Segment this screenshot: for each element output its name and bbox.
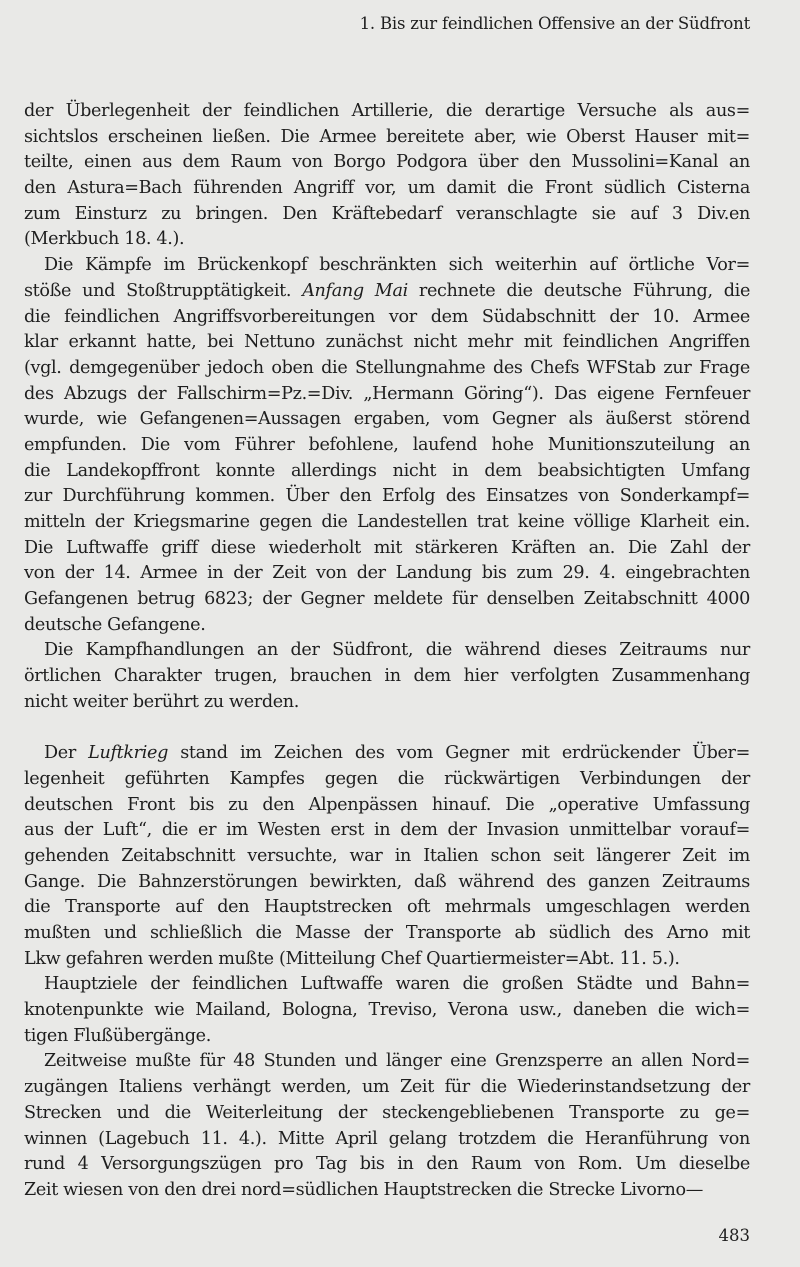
paragraph — [24, 253, 750, 638]
text-line: zum Einsturz zu bringen. Den Kräftebedarf veranschlagte sie auf 3 Div.en — [24, 203, 750, 224]
text-line: die feindlichen Angriffsvorbereitungen vor dem Südabschnitt der 10. Armee — [24, 306, 750, 327]
text-line: Die Kämpfe im Brückenkopf beschränkten sich weiterhin auf örtliche Vor= — [44, 255, 750, 276]
text-line: deutsche Gefangene. — [24, 614, 206, 635]
paragraph — [24, 638, 750, 715]
text-line: Die Kampfhandlungen an der Südfront, die während dieses Zeitraums nur — [44, 640, 750, 661]
text-line: die Transporte auf den Hauptstrecken oft mehrmals umgeschlagen werden — [24, 897, 750, 918]
paragraph — [24, 1049, 750, 1203]
text-line: örtlichen Charakter trugen, brauchen in dem hier verfolgten Zusammenhang — [24, 666, 750, 687]
text-line: mitteln der Kriegsmarine gegen die Landestellen trat keine völlige Klarheit ein. — [24, 512, 750, 532]
text-line: (Merkbuch 18. 4.). — [24, 229, 185, 250]
text-line: zugängen Italiens verhängt werden, um Zeit für die Wiederinstandsetzung der — [24, 1077, 750, 1098]
paragraph — [24, 99, 750, 253]
text-line: von der 14. Armee in der Zeit von der Landung bis zum 29. 4. eingebrachten — [24, 563, 750, 584]
text-line: Lkw gefahren werden mußte (Mitteilung Chef Quartiermeister=Abt. 11. 5.). — [24, 948, 680, 969]
text-line: die Landekopffront konnte allerdings nicht in dem beabsichtigten Umfang — [24, 460, 750, 481]
emphasis: Anfang Mai — [302, 280, 408, 301]
text-line: winnen (Lagebuch 11. 4.). Mitte April gelang trotzdem die Heranführung von — [24, 1128, 750, 1149]
body-text — [24, 99, 750, 1204]
running-header: 1. Bis zur feindlichen Offensive an der Südfront — [359, 14, 750, 33]
paragraph — [24, 972, 750, 1049]
text-line: wurde, wie Gefangenen=Aussagen ergaben, vom Gegner als äußerst störend — [24, 409, 750, 430]
text-line: Gange. Die Bahnzerstörungen bewirkten, daß während des ganzen Zeitraums — [24, 871, 750, 892]
page-number: 483 — [718, 1226, 750, 1245]
text-line: aus der Luft“, die er im Westen erst in dem der Invasion unmittelbar vorauf= — [24, 820, 750, 841]
text-line: deutschen Front bis zu den Alpenpässen hinauf. Die „operative Umfassung — [24, 794, 750, 815]
text-line: Die Luftwaffe griff diese wiederholt mit stärkeren Kräften an. Die Zahl der — [24, 537, 750, 558]
text-line: empfunden. Die vom Führer befohlene, laufend hohe Munitionszuteilung an — [24, 434, 750, 455]
text-line: sichtslos erscheinen ließen. Die Armee bereitete aber, wie Oberst Hauser mit= — [24, 126, 750, 147]
text-line: den Astura=Bach führenden Angriff vor, um damit die Front südlich Cisterna — [24, 178, 750, 199]
text-line: klar erkannt hatte, bei Nettuno zunächst nicht mehr mit feindlichen Angriffen — [24, 332, 750, 353]
text-line: Der Luftkrieg stand im Zeichen des vom Gegner mit erdrückender Über= — [44, 743, 750, 764]
text-line: knotenpunkte wie Mailand, Bologna, Treviso, Verona usw., daneben die wich= — [24, 1000, 750, 1021]
text-line: Zeit wiesen von den drei nord=südlichen Hauptstrecken die Strecke Livorno— — [24, 1179, 703, 1200]
text-line: Hauptziele der feindlichen Luftwaffe waren die großen Städte und Bahn= — [44, 974, 750, 995]
paragraph-gap — [24, 716, 750, 742]
text-line: der Überlegenheit der feindlichen Artillerie, die derartige Versuche als aus= — [24, 101, 750, 121]
text-line: teilte, einen aus dem Raum von Borgo Podgora über den Mussolini=Kanal an — [24, 152, 750, 173]
text-line: Gefangenen betrug 6823; der Gegner meldete für denselben Zeitabschnitt 4000 — [24, 589, 750, 610]
text-line: zur Durchführung kommen. Über den Erfolg des Einsatzes von Sonderkampf= — [24, 486, 750, 507]
text-line: stöße und Stoßtrupptätigkeit. Anfang Mai rechnete die deutsche Führung, die — [24, 280, 751, 301]
text-line: des Abzugs der Fallschirm=Pz.=Div. „Hermann Göring“). Das eigene Fernfeuer — [24, 383, 750, 404]
text-line: Strecken und die Weiterleitung der steckengebliebenen Transporte zu ge= — [24, 1102, 750, 1123]
text-line: mußten und schließlich die Masse der Transporte ab südlich des Arno mit — [24, 923, 750, 943]
paragraph — [24, 741, 750, 972]
text-line: tigen Flußübergänge. — [24, 1025, 211, 1046]
emphasis: Luftkrieg — [88, 743, 168, 764]
text-line: Zeitweise mußte für 48 Stunden und länger eine Grenzsperre an allen Nord= — [44, 1051, 750, 1072]
text-line: (vgl. demgegenüber jedoch oben die Stellungnahme des Chefs WFStab zur Frage — [24, 357, 750, 378]
text-line: rund 4 Versorgungszügen pro Tag bis in den Raum von Rom. Um dieselbe — [24, 1154, 750, 1175]
text-line: nicht weiter berührt zu werden. — [24, 691, 300, 712]
text-line: legenheit geführten Kampfes gegen die rückwärtigen Verbindungen der — [24, 768, 750, 789]
text-line: gehenden Zeitabschnitt versuchte, war in Italien schon seit längerer Zeit im — [24, 845, 750, 866]
